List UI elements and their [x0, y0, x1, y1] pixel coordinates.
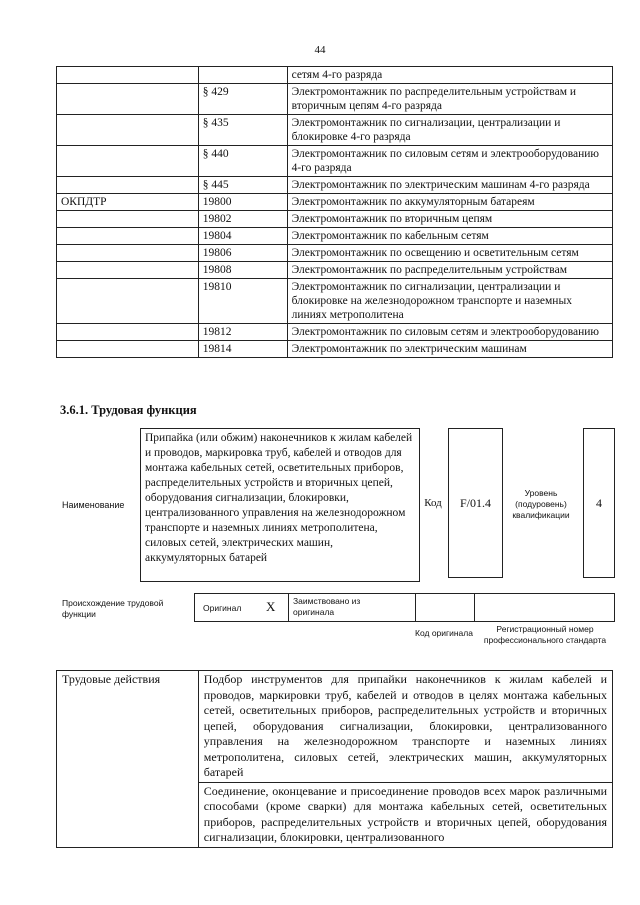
original-label: Оригинал	[203, 603, 242, 613]
classifier-cell	[57, 84, 199, 115]
table-row	[57, 115, 613, 146]
level-value: 4	[596, 495, 602, 510]
divider	[288, 593, 289, 621]
level-value-box	[583, 428, 615, 578]
classifier-cell	[57, 146, 199, 177]
reg-number-caption: Регистрационный номер профессионального стандарта	[483, 624, 607, 645]
action-item: Соединение, оконцевание и присоединение проводов всех марок различными способами (кроме сварки) для монтажа кабельных сетей, осветительных приборов, распределительных устройств и вторичных цепей, оборудования сигнализации, блокировки, централизованного	[198, 782, 612, 847]
title-cell: Электромонтажник по аккумуляторным батареям	[287, 194, 612, 211]
code-value-box	[448, 428, 503, 578]
table-row	[57, 324, 613, 341]
table-row	[57, 279, 613, 324]
code-cell: 19802	[198, 211, 287, 228]
function-name-box	[140, 428, 420, 582]
action-item: Подбор инструментов для припайки наконечников к жилам кабелей и проводов, маркировки труб, кабелей и отводов в целях монтажа кабельных сетей, осветительных приборов, распределительных устройств и вторичных цепей, оборудования сигнализации, блокировки, централизованного управления на железнодорожном транспорте и наземных линиях метрополитена, силовых сетей, электрических машин, аккумуляторных батарей	[198, 671, 612, 783]
code-cell: 19806	[198, 245, 287, 262]
table-row	[57, 194, 613, 211]
classifier-cell	[57, 115, 199, 146]
title-cell: сетям 4-го разряда	[287, 67, 612, 84]
classifier-cell	[57, 324, 199, 341]
code-cell: 19808	[198, 262, 287, 279]
qualification-codes-table	[56, 66, 613, 358]
title-cell: Электромонтажник по вторичным цепям	[287, 211, 612, 228]
original-mark: X	[266, 599, 276, 614]
title-cell: Электромонтажник по распределительным устройствам	[287, 262, 612, 279]
code-cell: § 435	[198, 115, 287, 146]
classifier-cell: ОКПДТР	[57, 194, 199, 211]
function-name-text: Припайка (или обжим) наконечников к жилам кабелей и проводов, маркировка труб, кабелей и отводов для монтажа кабельных сетей, осветительных приборов, распределительных устройств и вторичных цепей, оборудования сигнализации, блокировки, централизованного управления на железнодорожном транспорте и наземных линиях метрополитена, силовых сетей, электрических машин, аккумуляторных батарей	[145, 432, 413, 564]
title-cell: Электромонтажник по распределительным устройствам и вторичным цепям 4-го разряда	[287, 84, 612, 115]
table-row	[57, 211, 613, 228]
labor-actions-table	[56, 670, 613, 848]
borrowed-label: Заимствовано из оригинала	[293, 596, 361, 617]
table-row	[57, 262, 613, 279]
classifier-cell	[57, 341, 199, 358]
classifier-cell	[57, 67, 199, 84]
table-row	[57, 146, 613, 177]
actions-label: Трудовые действия	[57, 671, 199, 848]
origin-label: Происхождение трудовой функции	[62, 598, 164, 619]
section-title: 3.6.1. Трудовая функция	[60, 403, 197, 417]
title-cell: Электромонтажник по сигнализации, централизации и блокировке на железнодорожном транспорте и наземных линиях метрополитена	[287, 279, 612, 324]
action-row	[57, 671, 613, 783]
code-value: F/01.4	[459, 495, 491, 510]
code-cell: 19800	[198, 194, 287, 211]
table-row	[57, 67, 613, 84]
classifier-cell	[57, 177, 199, 194]
classifier-cell	[57, 211, 199, 228]
classifier-cell	[57, 262, 199, 279]
code-cell: 19814	[198, 341, 287, 358]
title-cell: Электромонтажник по электрическим машинам	[287, 341, 612, 358]
code-cell: 19804	[198, 228, 287, 245]
divider	[415, 593, 416, 621]
table-row	[57, 228, 613, 245]
title-cell: Электромонтажник по электрическим машинам 4-го разряда	[287, 177, 612, 194]
table-row	[57, 177, 613, 194]
name-label: Наименование	[62, 500, 125, 510]
title-cell: Электромонтажник по сигнализации, централизации и блокировке 4-го разряда	[287, 115, 612, 146]
table-row	[57, 341, 613, 358]
code-cell: 19810	[198, 279, 287, 324]
classifier-cell	[57, 228, 199, 245]
title-cell: Электромонтажник по силовым сетям и электрооборудованию	[287, 324, 612, 341]
code-cell: § 440	[198, 146, 287, 177]
code-cell: 19812	[198, 324, 287, 341]
classifier-cell	[57, 279, 199, 324]
divider	[474, 593, 475, 621]
title-cell: Электромонтажник по кабельным сетям	[287, 228, 612, 245]
classifier-cell	[57, 245, 199, 262]
table-row	[57, 84, 613, 115]
code-cell: § 429	[198, 84, 287, 115]
level-label: Уровень (подуровень) квалификации	[512, 487, 570, 520]
page-number: 44	[314, 44, 326, 56]
code-cell: § 445	[198, 177, 287, 194]
code-cell	[198, 67, 287, 84]
code-original-caption: Код оригинала	[415, 627, 473, 638]
table-row	[57, 245, 613, 262]
title-cell: Электромонтажник по освещению и осветительным сетям	[287, 245, 612, 262]
code-label: Код	[424, 496, 442, 509]
title-cell: Электромонтажник по силовым сетям и электрооборудованию 4-го разряда	[287, 146, 612, 177]
